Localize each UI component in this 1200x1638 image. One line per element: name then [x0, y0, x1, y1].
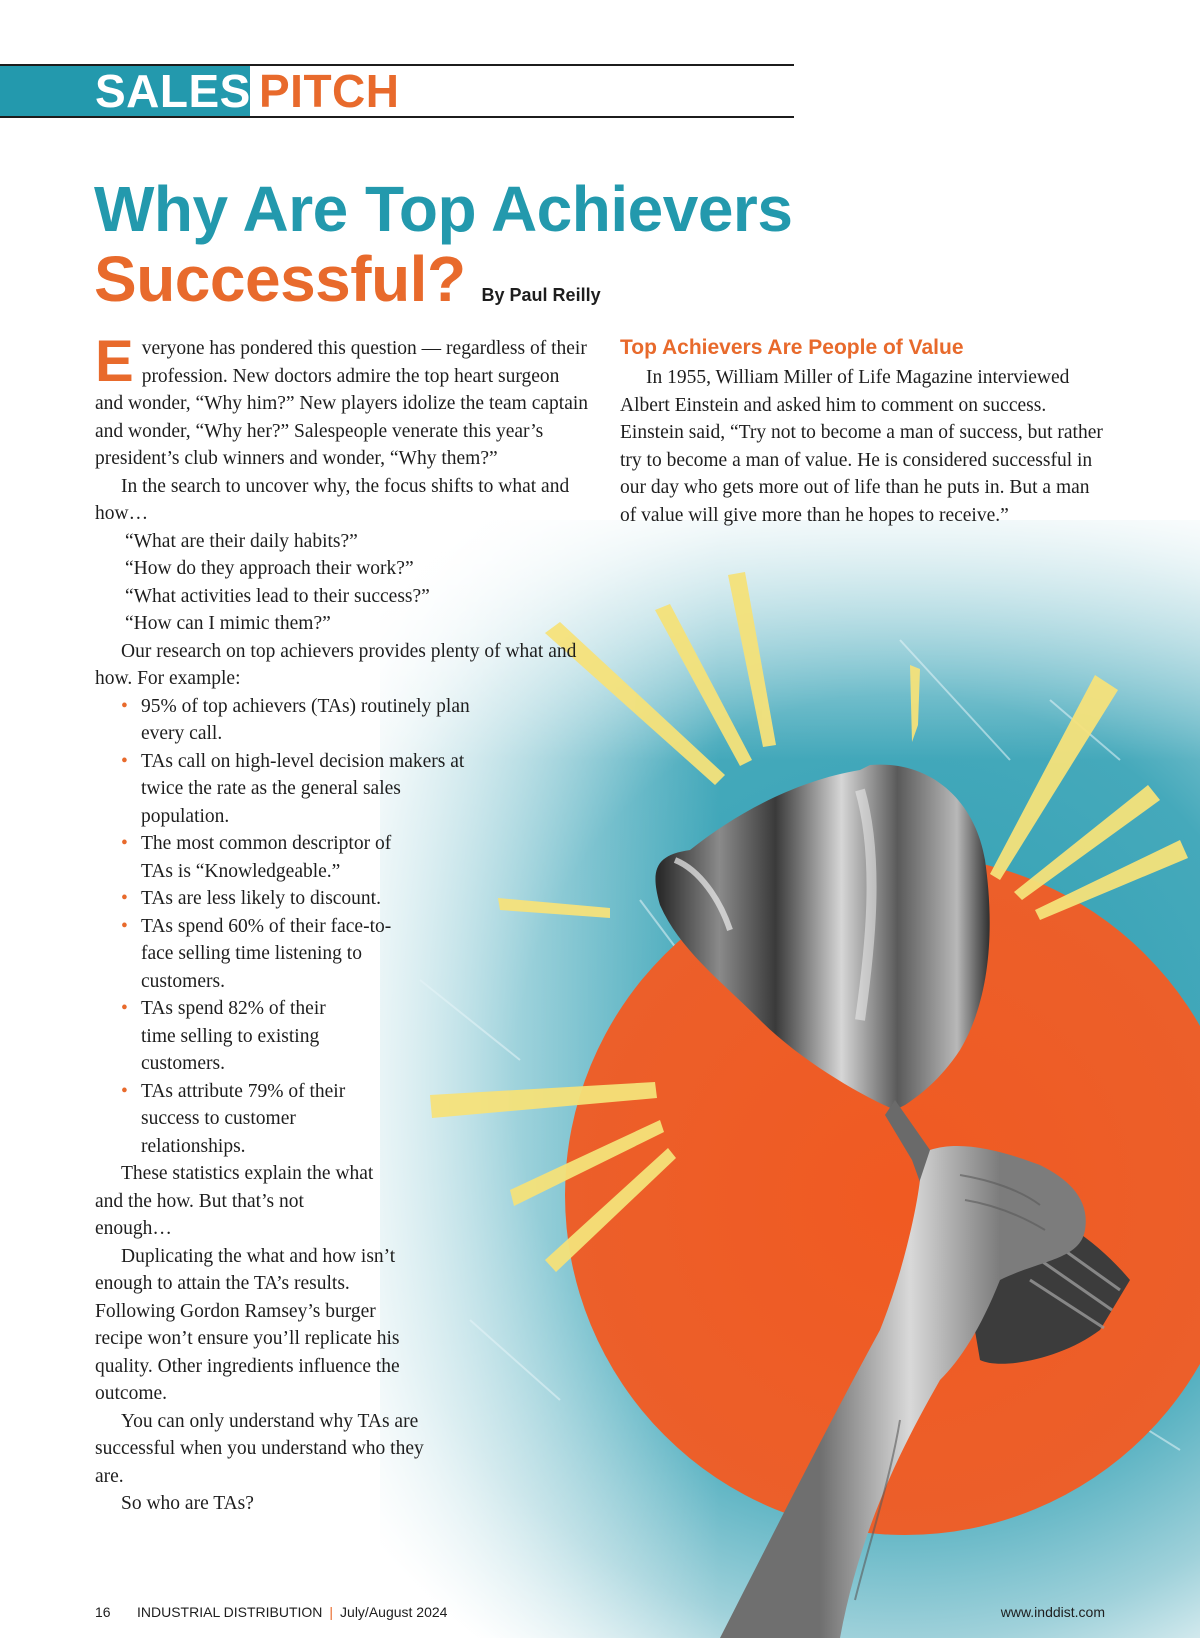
byline: By Paul Reilly — [481, 285, 601, 305]
headline-line-1: Why Are Top Achievers — [94, 173, 793, 245]
page-footer — [95, 1602, 1105, 1622]
bullet-item: • TAs spend 82% of their time selling to existing customers. — [141, 995, 346, 1078]
question-3: “What activities lead to their success?” — [125, 585, 430, 607]
page-number: 16 — [95, 1604, 111, 1620]
body-column-left — [95, 329, 590, 1518]
paragraph-search: In the search to uncover why, the focus shifts to what and how… — [95, 475, 570, 524]
paragraph-understand: You can only understand why TAs are successful when you understand who they are. — [95, 1410, 424, 1487]
footer-separator: | — [329, 1604, 334, 1620]
bullet-item: • The most common descriptor of TAs is “Knowledgeable.” — [141, 830, 426, 885]
issue-date: July/August 2024 — [340, 1604, 448, 1620]
question-4: “How can I mimic them?” — [125, 613, 331, 634]
publication-name: INDUSTRIAL DISTRIBUTION — [137, 1604, 323, 1620]
stats-bullet-list — [95, 693, 590, 1161]
paragraph-stats: These statistics explain the what and the how. But that’s not enough… — [95, 1163, 374, 1239]
bullet-item: • TAs call on high-level decision makers at twice the rate as the general sales population. — [141, 748, 476, 831]
website-url: www.inddist.com — [1000, 1604, 1105, 1620]
paragraph-who: So who are TAs? — [121, 1493, 254, 1514]
bullet-item: • TAs spend 60% of their face-to-face selling time listening to customers. — [141, 913, 396, 996]
body-column-right — [620, 334, 1110, 529]
intro-text: veryone has pondered this question — regardless of their profession. New doctors admire the top heart surgeon and wonder, “Why him?” New players idolize the team captain and wonder, “Why her?” Salespeople venerate this year’s president’s club winners and wonder, “Why them?” — [95, 338, 589, 469]
section-label-sales: SALES — [95, 65, 251, 117]
drop-cap: E — [95, 329, 134, 394]
question-2: “How do they approach their work?” — [125, 558, 414, 579]
intro-paragraph — [95, 329, 590, 473]
section-label-pitch: PITCH — [259, 65, 400, 117]
einstein-paragraph: In 1955, William Miller of Life Magazine interviewed Albert Einstein and asked him to comment on success. Einstein said, “Try not to become a man of success, but rather try to become a man of value. He is considered successful in our day who gets more out of life than he puts in. But a man of value will give more than he hopes to receive.” — [620, 367, 1103, 526]
paragraph-duplicating: Duplicating the what and how isn’t enough to attain the TA’s results. Following Gordon Ramsey’s burger recipe won’t ensure you’ll replicate his quality. Other ingredients influence the outcome. — [95, 1245, 400, 1404]
bullet-item: • 95% of top achievers (TAs) routinely plan every call. — [141, 693, 496, 748]
article-headline — [94, 174, 792, 330]
bullet-item: • TAs attribute 79% of their success to customer relationships. — [141, 1078, 356, 1161]
question-1: “What are their daily habits?” — [125, 530, 358, 552]
subhead: Top Achievers Are People of Value — [620, 336, 964, 359]
paragraph-research: Our research on top achievers provides plenty of what and how. For example: — [95, 640, 577, 689]
headline-line-2: Successful? — [94, 243, 466, 315]
bullet-item: • TAs are less likely to discount. — [141, 885, 441, 913]
